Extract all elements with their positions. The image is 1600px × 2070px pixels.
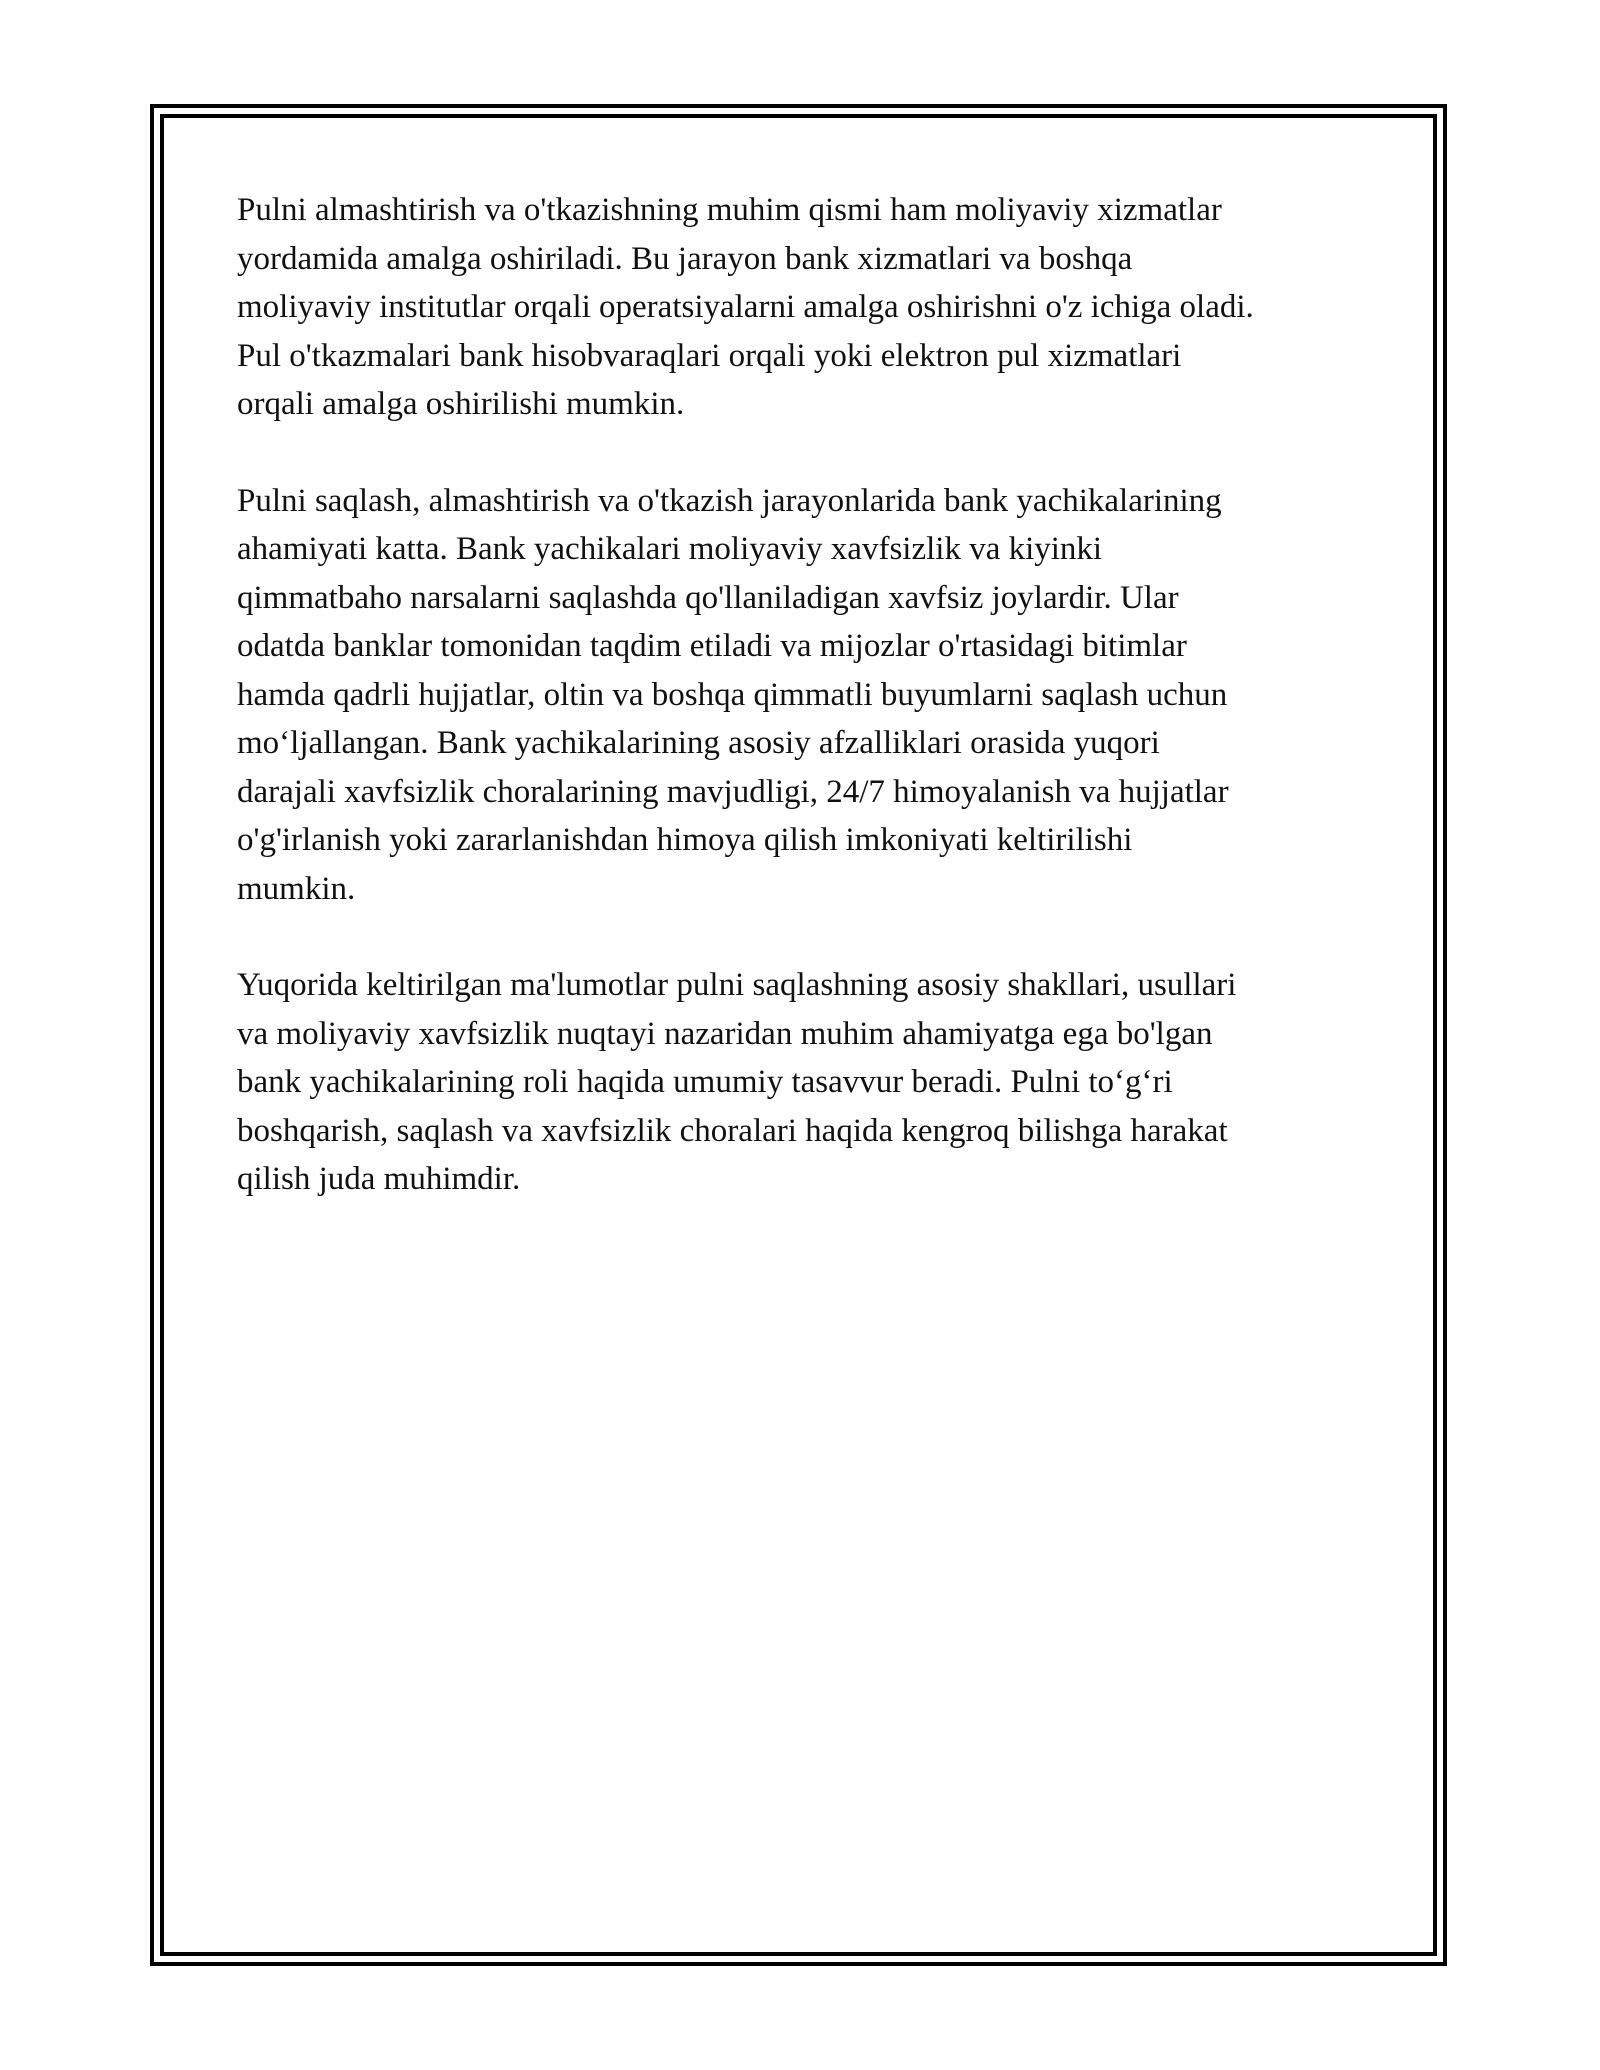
- paragraph-line: mo‘ljallangan. Bank yachikalarining asosiy afzalliklari orasida yuqori: [237, 725, 1160, 761]
- paragraph-line: hamda qadrli hujjatlar, oltin va boshqa qimmatli buyumlarni saqlash uchun: [237, 676, 1228, 713]
- paragraph-line: Yuqorida keltirilgan ma'lumotlar pulni saqlashning asosiy shakllari, usullari: [237, 967, 1237, 1003]
- paragraph-line: va moliyaviy xavfsizlik nuqtayi nazaridan muhim ahamiyatga ega bo'lgan: [237, 1015, 1213, 1052]
- paragraph-line: yordamida amalga oshiriladi. Bu jarayon bank xizmatlari va boshqa: [237, 240, 1133, 277]
- paragraph-line: Pul o'tkazmalari bank hisobvaraqlari orqali yoki elektron pul xizmatlari: [237, 337, 1182, 374]
- paragraph-line: moliyaviy institutlar orqali operatsiyalarni amalga oshirishni o'z ichiga oladi.: [237, 289, 1254, 325]
- paragraph-line: o'g'irlanish yoki zararlanishdan himoya qilish imkoniyati keltirilishi: [237, 822, 1133, 858]
- paragraph-3: [237, 961, 1377, 1204]
- paragraph-line: mumkin.: [237, 870, 356, 907]
- paragraph-line: qilish juda muhimdir.: [237, 1161, 521, 1197]
- paragraph-2: [237, 477, 1377, 914]
- paragraph-line: Pulni saqlash, almashtirish va o'tkazish jarayonlarida bank yachikalarining: [237, 482, 1222, 519]
- paragraph-line: darajali xavfsizlik choralarining mavjudligi, 24/7 himoyalanish va hujjatlar: [237, 773, 1229, 810]
- paragraph-line: orqali amalga oshirilishi mumkin.: [237, 386, 685, 422]
- document-body: [237, 186, 1377, 1252]
- paragraph-line: bank yachikalarining roli haqida umumiy tasavvur beradi. Pulni to‘g‘ri: [237, 1064, 1173, 1100]
- paragraph-line: ahamiyati katta. Bank yachikalari moliyaviy xavfsizlik va kiyinki: [237, 531, 1103, 567]
- paragraph-line: qimmatbaho narsalarni saqlashda qo'llaniladigan xavfsiz joylardir. Ular: [237, 579, 1179, 616]
- paragraph-line: boshqarish, saqlash va xavfsizlik choralari haqida kengroq bilishga harakat: [237, 1112, 1228, 1149]
- paragraph-1: [237, 186, 1377, 429]
- paragraph-line: Pulni almashtirish va o'tkazishning muhim qismi ham moliyaviy xizmatlar: [237, 192, 1222, 228]
- paragraph-line: odatda banklar tomonidan taqdim etiladi va mijozlar o'rtasidagi bitimlar: [237, 628, 1187, 664]
